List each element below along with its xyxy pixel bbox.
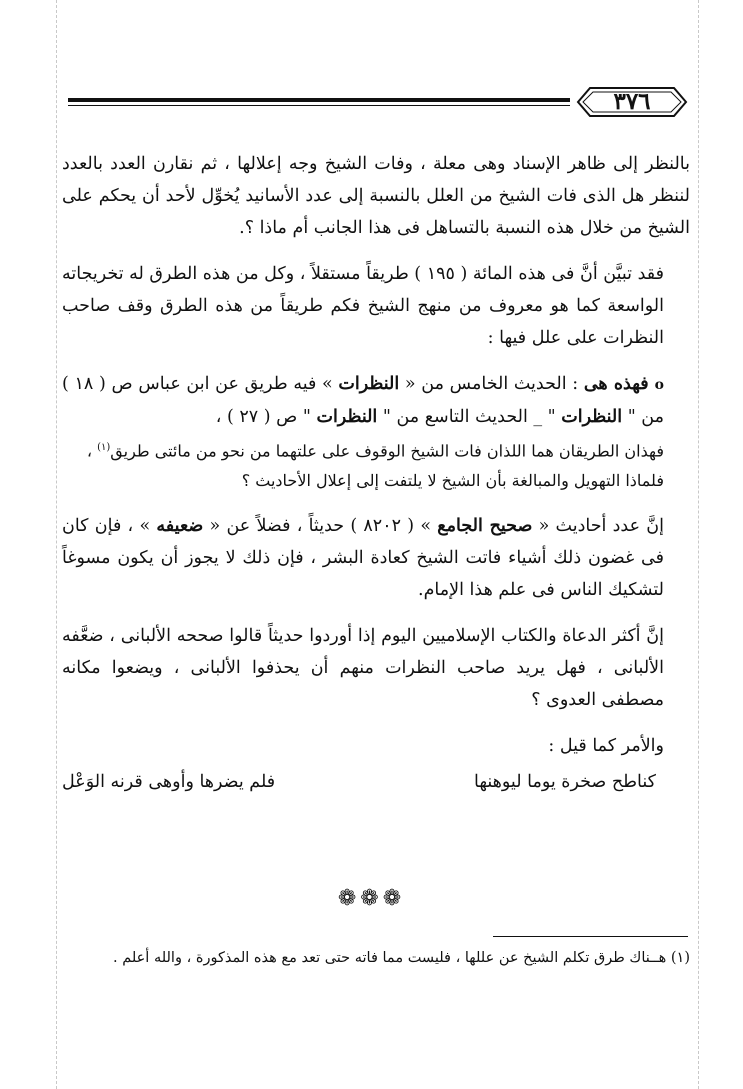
- scan-margin-line-left: [56, 0, 57, 1089]
- poem-verse: [62, 766, 690, 798]
- book-title: النظرات: [561, 407, 623, 427]
- paragraph-5: إنَّ أكثر الدعاة والكتاب الإسلاميين اليوم إذا أوردوا حديثاً قالوا صححه الألبانى ، ضعَّفه الألبانى ، فهل يريد صاحب النظرات منهم أن يحذفوا الألبانى ، ويضعوا مكانه مصطفى العدوى ؟: [62, 626, 664, 711]
- header-rule-thin: [68, 105, 570, 106]
- section-ornament: ❁❁❁: [337, 886, 406, 911]
- lead-phrase: فهذه هى: [583, 374, 649, 394]
- paragraph-3-line-4: فلماذا التهويل والمبالغة بأن الشيخ لا يلتفت إلى إعلال الأحاديث ؟: [241, 471, 664, 491]
- page-header: [68, 82, 688, 122]
- paragraph-1: بالنظر إلى ظاهر الإسناد وهى معلة ، وفات الشيخ وجه إعلالها ، ثم نقارن العدد بالعدد لننظر هل الذى فات الشيخ من العلل بالنسبة إلى عدد الأسانيد يُخوِّل لأحد أن يحكم على الشيخ من خلال هذه النسبة بالتساهل فى هذا الجانب أم ماذا ؟.: [62, 154, 690, 238]
- paragraph-3-line-3: [62, 433, 664, 466]
- text-run: » فيه طريق عن ابن عباس ص ( ١٨ ) من ": [62, 374, 664, 427]
- main-text: [62, 148, 690, 798]
- text-run: " _ الحديث التاسع من ": [377, 407, 562, 427]
- paragraph-3: [62, 368, 690, 496]
- footnote-reference: (١): [97, 442, 111, 453]
- scan-margin-line-right: [698, 0, 699, 1089]
- text-run: فهذان الطريقان هما اللذان فات الشيخ الوقوف على علتهما من نحو من مائتى طريق: [110, 441, 664, 461]
- book-title: النظرات: [316, 407, 378, 427]
- text-run: ،: [86, 441, 98, 461]
- paragraph-6: والأمر كما قيل :: [548, 736, 664, 757]
- footnote-marker: (١): [670, 950, 690, 966]
- text-run: » ( ٨٢٠٢ ) حديثاً ، فضلاً عن «: [203, 516, 438, 537]
- header-rule-thick: [68, 98, 570, 102]
- text-run: » ، فإن كان فى غضون ذلك أشياء فاتت الشيخ كعادة البشر ، فإن ذلك لا يجوز أن يكون مسوغاً لتشكيك الناس فى علم هذا الإمام.: [62, 516, 664, 601]
- book-title: صحيح الجامع: [437, 516, 533, 537]
- poem-hemistich-1: كناطح صخرة يوما ليوهنها: [473, 772, 656, 793]
- text-run: إنَّ عدد أحاديث «: [532, 516, 665, 537]
- bullet-icon: o: [654, 377, 664, 393]
- text-run: : الحديث الخامس من «: [399, 374, 584, 394]
- footnote-separator: [493, 936, 688, 937]
- book-title: ضعيفه: [156, 516, 204, 537]
- poem-hemistich-2: فلم يضرها وأوهى قرنه الوَعْل: [62, 772, 276, 793]
- book-title: النظرات: [338, 374, 400, 394]
- text-run: " ص ( ٢٧ ) ،: [215, 407, 317, 427]
- page-number-badge: [576, 84, 688, 118]
- footnote: [62, 946, 690, 970]
- page-number: ٣٧٦: [613, 88, 651, 115]
- footnote-text: هــناك طرق تكلم الشيخ عن عللها ، فليست مما فاته حتى تعد مع هذه المذكورة ، والله أعلم .: [112, 950, 667, 966]
- paragraph-2: فقد تبيَّن أنَّ فى هذه المائة ( ١٩٥ ) طريقاً مستقلاً ، وكل من هذه الطرق له تخريجاته الواسعة كما هو معروف من منهج الشيخ فكم طريقاً من هذه الطرق وقف صاحب النظرات على علل فيها :: [62, 264, 664, 348]
- paragraph-4: [62, 510, 690, 606]
